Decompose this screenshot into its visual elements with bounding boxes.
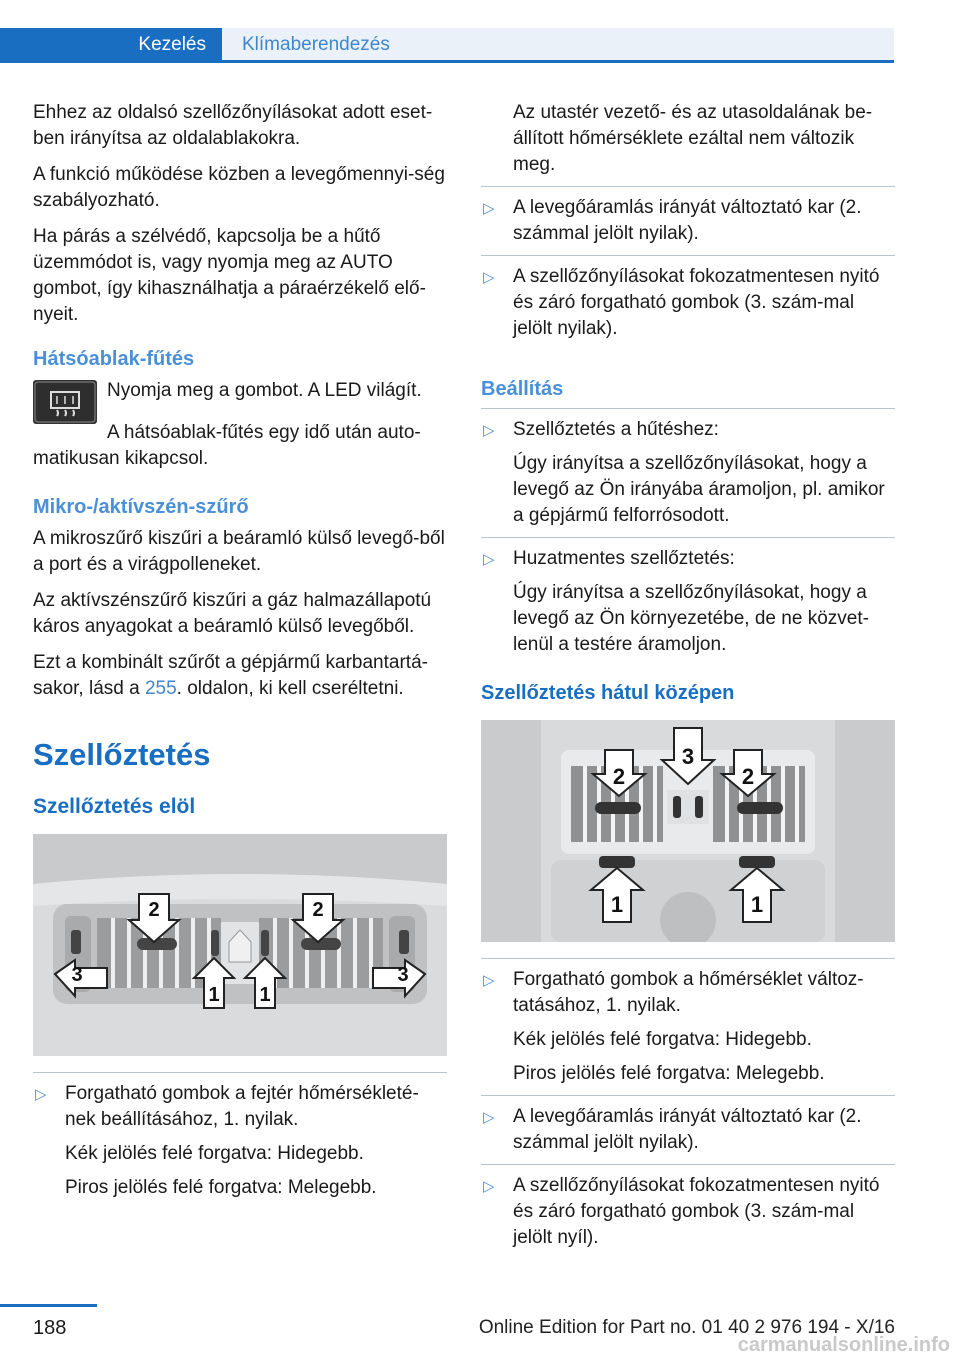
fig-label: 1 bbox=[259, 984, 271, 1006]
fig-label: 3 bbox=[71, 964, 83, 986]
paragraph: A hátsóablak-fűtés egy idő után auto-matikusan kikapcsol. bbox=[33, 422, 421, 469]
paragraph bbox=[33, 650, 447, 702]
list-item-sub: Piros jelölés felé forgatva: Melegebb. bbox=[65, 1177, 377, 1198]
list-item-text: A levegőáramlás irányát változtató kar (2. számmal jelölt nyilak). bbox=[513, 197, 862, 244]
triangle-bullet-icon: ▷ bbox=[35, 1086, 47, 1103]
rear-vent-list bbox=[481, 958, 895, 1259]
list-item-sub: Piros jelölés felé forgatva: Melegebb. bbox=[513, 1063, 825, 1084]
fig-label: 2 bbox=[148, 899, 160, 921]
text: Ezt a kombinált szűrőt a gépjármű karbantartá-sakor, lásd a bbox=[33, 652, 428, 699]
triangle-bullet-icon: ▷ bbox=[483, 200, 495, 217]
left-column bbox=[33, 100, 447, 1209]
heading-filter: Mikro-/aktívszén-szűrő bbox=[33, 496, 249, 518]
list-item-text: Huzatmentes szellőztetés: bbox=[513, 548, 735, 569]
fig-label: 3 bbox=[681, 744, 695, 769]
paragraph: A mikroszűrő kiszűri a beáramló külső levegő-ből a port és a virágpolleneket. bbox=[33, 528, 445, 575]
list-item-sub: Úgy irányítsa a szellőzőnyílásokat, hogy a levegő az Ön irányába áramoljon, pl. amikor a gépjármű felforrósodott. bbox=[513, 453, 885, 526]
list-item-text: Forgatható gombok a hőmérséklet változ-tatásához, 1. nyilak. bbox=[513, 969, 864, 1016]
fig-label: 1 bbox=[208, 984, 220, 1006]
heading-ventilation: Szellőztetés bbox=[33, 737, 211, 772]
settings-list bbox=[481, 408, 895, 666]
heading-settings: Beállítás bbox=[481, 378, 564, 400]
fig-label: 3 bbox=[397, 964, 409, 986]
list-item-text: Forgatható gombok a fejtér hőmérsékleté-nek beállításához, 1. nyilak. bbox=[65, 1083, 419, 1130]
list-item bbox=[481, 186, 895, 255]
paragraph: Az aktívszénszűrő kiszűri a gáz halmazállapotú káros anyagokat a beáramló külső levegőből. bbox=[33, 590, 432, 637]
list-item bbox=[481, 408, 895, 537]
page-number: 188 bbox=[33, 1317, 67, 1339]
triangle-bullet-icon: ▷ bbox=[483, 972, 495, 989]
fig-label: 2 bbox=[312, 899, 324, 921]
list-item bbox=[481, 1164, 895, 1259]
heading-rear-center-ventilation: Szellőztetés hátul középen bbox=[481, 682, 735, 704]
list-item-text: A levegőáramlás irányát változtató kar (2. számmal jelölt nyilak). bbox=[513, 1106, 862, 1153]
list-item-sub: Úgy irányítsa a szellőzőnyílásokat, hogy a levegő az Ön környezetébe, de ne közvet-lenül a testére áramoljon. bbox=[513, 582, 869, 655]
right-column bbox=[481, 100, 895, 1259]
triangle-bullet-icon: ▷ bbox=[483, 1178, 495, 1195]
header-tabs bbox=[0, 28, 894, 61]
triangle-bullet-icon: ▷ bbox=[483, 269, 495, 286]
paragraph: Nyomja meg a gombot. A LED világít. bbox=[107, 380, 422, 401]
list-item bbox=[481, 537, 895, 666]
rear-defrost-button-icon bbox=[33, 380, 97, 424]
paragraph: Ha párás a szélvédő, kapcsolja be a hűtő üzemmódot is, vagy nyomja meg az AUTO gombot, így kihasználhatja a páraérzékelő elő-nyeit. bbox=[33, 226, 426, 325]
list-item-text: A szellőzőnyílásokat fokozatmentesen nyitó és záró forgatható gombok (3. szám-mal jelölt nyilak). bbox=[513, 266, 880, 339]
fig-label: 2 bbox=[741, 764, 755, 789]
tab-klimaberendezes[interactable]: Klímaberendezés bbox=[222, 28, 894, 61]
fig-label: 1 bbox=[610, 892, 624, 917]
heading-front-ventilation: Szellőztetés elöl bbox=[33, 795, 196, 818]
list-item bbox=[481, 1095, 895, 1164]
front-vent-list-cont bbox=[481, 186, 895, 350]
list-item-sub: Kék jelölés felé forgatva: Hidegebb. bbox=[65, 1143, 364, 1164]
list-item-text: A szellőzőnyílásokat fokozatmentesen nyitó és záró forgatható gombok (3. szám-mal jelölt nyíl). bbox=[513, 1175, 880, 1248]
tab-kezeles[interactable]: Kezelés bbox=[0, 28, 222, 61]
rear-vents-figure bbox=[481, 720, 895, 942]
list-item bbox=[481, 958, 895, 1095]
rear-heating-row bbox=[33, 378, 447, 424]
fig-label: 1 bbox=[750, 892, 764, 917]
watermark: carmanualsonline.info bbox=[737, 1334, 950, 1356]
list-item bbox=[33, 1072, 447, 1209]
fig-label: 2 bbox=[612, 764, 626, 789]
list-item-sub: Kék jelölés felé forgatva: Hidegebb. bbox=[513, 1029, 812, 1050]
triangle-bullet-icon: ▷ bbox=[483, 1109, 495, 1126]
header-rule bbox=[0, 60, 894, 63]
paragraph: A funkció működése közben a levegőmennyi-ség szabályozható. bbox=[33, 164, 445, 211]
text: . oldalon, ki kell cseréltetni. bbox=[176, 678, 404, 699]
triangle-bullet-icon: ▷ bbox=[483, 551, 495, 568]
paragraph: Az utastér vezető- és az utasoldalának be-állított hőmérséklete ezáltal nem változik meg. bbox=[513, 102, 873, 175]
triangle-bullet-icon: ▷ bbox=[483, 422, 495, 439]
page-link-255[interactable]: 255 bbox=[144, 678, 177, 699]
front-vents-figure bbox=[33, 834, 447, 1056]
paragraph: Ehhez az oldalsó szellőzőnyílásokat adott eset-ben irányítsa az oldalablakokra. bbox=[33, 102, 433, 149]
footer-rule bbox=[0, 1304, 97, 1307]
front-vent-list bbox=[33, 1072, 447, 1209]
list-item-text: Szellőztetés a hűtéshez: bbox=[513, 419, 719, 440]
heading-rear-window-heating: Hátsóablak-fűtés bbox=[33, 348, 195, 370]
edition-text: Online Edition for Part no. 01 40 2 976 194 - X/16 bbox=[478, 1317, 895, 1338]
list-item bbox=[481, 255, 895, 350]
